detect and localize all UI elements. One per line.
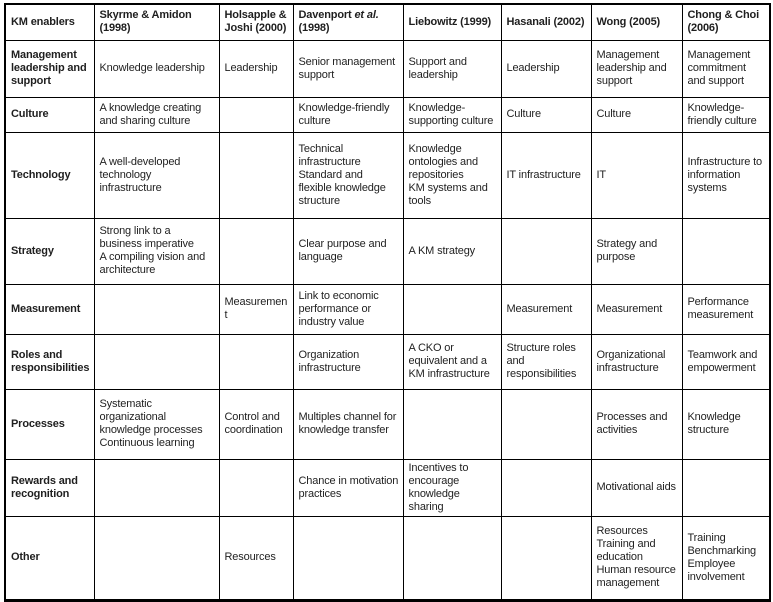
cell-item: Systematic organizational knowledge processes <box>99 398 203 436</box>
cell-item: Link to economic performance or industry value <box>298 289 379 328</box>
cell-item: Culture <box>596 108 631 120</box>
cell <box>501 459 591 516</box>
cell-item: A CKO or equivalent and a KM infrastructure <box>408 342 490 380</box>
cell-item: Standard and flexible knowledge structure <box>298 168 386 207</box>
cell-item: Senior management support <box>298 55 396 81</box>
cell <box>293 132 403 218</box>
cell <box>94 389 219 459</box>
column-header-text: (1998) <box>298 22 330 35</box>
header-row <box>5 4 770 40</box>
cell <box>682 284 770 334</box>
cell <box>403 516 501 600</box>
column-header <box>501 4 591 40</box>
cell <box>591 284 682 334</box>
cell <box>591 97 682 132</box>
cell-item: Resources <box>596 525 648 537</box>
row-header: Rewards and recognition <box>5 459 94 516</box>
cell <box>501 389 591 459</box>
cell <box>94 40 219 97</box>
row-header: Technology <box>5 132 94 218</box>
cell <box>94 284 219 334</box>
cell <box>591 40 682 97</box>
cell <box>682 97 770 132</box>
cell-item: Management commitment and support <box>687 49 751 87</box>
column-header-text: Liebowitz (1999) <box>408 15 492 28</box>
column-header <box>94 4 219 40</box>
cell-item: Knowledge ontologies and repositories <box>408 142 478 181</box>
column-header <box>219 4 293 40</box>
cell-item: Support and leadership <box>408 55 467 81</box>
cell-item: Measurement <box>596 302 663 315</box>
table-row <box>5 389 770 459</box>
cell-item: Control and coordination <box>224 411 283 436</box>
cell <box>501 132 591 218</box>
cell <box>219 459 293 516</box>
column-header-text: Chong & Choi (2006) <box>687 9 760 35</box>
cell <box>219 40 293 97</box>
column-header <box>5 4 94 40</box>
cell <box>403 334 501 389</box>
cell-item: Leadership <box>506 62 560 74</box>
cell <box>403 218 501 284</box>
cell-item: Benchmarking <box>687 544 757 557</box>
cell-item: A KM strategy <box>408 244 476 257</box>
row-header: Other <box>5 516 94 600</box>
cell-item: Structure roles and responsibilities <box>506 342 577 380</box>
cell <box>682 516 770 600</box>
column-header-text: Davenport <box>298 9 355 22</box>
row-header: Roles and responsibilities <box>5 334 94 389</box>
cell-item: Multiples channel for knowledge transfer <box>298 411 397 436</box>
cell <box>293 334 403 389</box>
row-header: Culture <box>5 97 94 132</box>
cell <box>682 40 770 97</box>
cell <box>94 459 219 516</box>
row-header: Management leadership and support <box>5 40 94 97</box>
cell <box>219 97 293 132</box>
column-header-text: et al. <box>354 9 379 22</box>
table-row <box>5 459 770 516</box>
cell <box>219 218 293 284</box>
cell-item: Organization infrastructure <box>298 348 361 374</box>
cell-item: Leadership <box>224 62 278 74</box>
cell <box>293 516 403 600</box>
column-header-text: Wong (2005) <box>596 15 661 28</box>
cell <box>293 40 403 97</box>
cell <box>682 218 770 284</box>
cell-item: KM systems and tools <box>408 181 488 207</box>
cell <box>591 334 682 389</box>
cell-item: Chance in motivation practices <box>298 474 399 500</box>
cell-item: Strong link to a business imperative <box>99 225 194 250</box>
column-header <box>293 4 403 40</box>
cell <box>94 97 219 132</box>
cell-item: Technical infrastructure <box>298 142 361 168</box>
cell-item: IT <box>596 168 606 181</box>
table-body <box>5 40 770 600</box>
column-header-text: KM enablers <box>11 15 75 28</box>
table-row <box>5 516 770 600</box>
cell <box>403 459 501 516</box>
cell-item: Motivational aids <box>596 481 676 493</box>
row-header: Processes <box>5 389 94 459</box>
cell <box>293 284 403 334</box>
cell <box>293 459 403 516</box>
cell-item: Knowledge structure <box>687 411 741 436</box>
table-row <box>5 40 770 97</box>
cell-item: Processes and activities <box>596 411 668 436</box>
cell-item: Knowledge-friendly culture <box>687 101 757 127</box>
cell-item: Employee involvement <box>687 557 745 583</box>
cell <box>591 132 682 218</box>
cell-item: Knowledge-supporting culture <box>408 101 494 127</box>
cell-item: Teamwork and empowerment <box>687 348 758 374</box>
table-row <box>5 334 770 389</box>
cell-item: Organizational infrastructure <box>596 348 666 374</box>
cell <box>403 40 501 97</box>
cell <box>94 132 219 218</box>
cell <box>501 218 591 284</box>
cell <box>219 284 293 334</box>
column-header <box>682 4 770 40</box>
cell <box>501 40 591 97</box>
cell <box>94 334 219 389</box>
cell <box>682 334 770 389</box>
cell-item: Incentives to encourage knowledge sharing <box>408 461 469 513</box>
cell <box>94 218 219 284</box>
column-header-text: Skyrme & Amidon (1998) <box>99 9 192 35</box>
cell <box>591 218 682 284</box>
table-row <box>5 284 770 334</box>
column-header-text: Holsapple & Joshi (2000) <box>224 9 287 35</box>
cell-item: Strategy and purpose <box>596 238 658 263</box>
cell-item: Culture <box>506 108 541 120</box>
cell-item: Measurement <box>506 302 573 315</box>
cell <box>501 284 591 334</box>
cell <box>293 389 403 459</box>
cell <box>403 284 501 334</box>
column-header-text: Hasanali (2002) <box>506 15 585 28</box>
cell <box>219 132 293 218</box>
cell-item: Training and education <box>596 538 656 563</box>
cell <box>591 459 682 516</box>
cell-item: A compiling vision and architecture <box>99 251 206 276</box>
km-enablers-table <box>4 3 771 602</box>
cell <box>501 97 591 132</box>
column-header <box>403 4 501 40</box>
cell <box>591 389 682 459</box>
cell <box>682 132 770 218</box>
cell <box>403 389 501 459</box>
cell-item: Resources <box>224 551 276 563</box>
cell <box>501 516 591 600</box>
cell-item: Performance measurement <box>687 296 754 321</box>
cell <box>293 218 403 284</box>
cell <box>682 459 770 516</box>
cell-item: Management leadership and support <box>596 49 667 87</box>
cell <box>403 132 501 218</box>
cell <box>501 334 591 389</box>
cell-item: Infrastructure to information systems <box>687 155 762 194</box>
cell <box>219 389 293 459</box>
cell-item: Clear purpose and language <box>298 238 387 263</box>
row-header: Measurement <box>5 284 94 334</box>
cell <box>94 516 219 600</box>
cell <box>682 389 770 459</box>
cell-item: Training <box>687 531 726 544</box>
column-header <box>591 4 682 40</box>
cell <box>219 334 293 389</box>
row-header: Strategy <box>5 218 94 284</box>
cell <box>293 97 403 132</box>
cell-item: A knowledge creating and sharing culture <box>99 101 202 127</box>
cell-item: A well-developed technology infrastructure <box>99 155 181 194</box>
table-row <box>5 132 770 218</box>
cell <box>591 516 682 600</box>
cell-item: Measurement <box>224 296 288 321</box>
cell-item: Knowledge leadership <box>99 62 205 74</box>
cell-item: Knowledge-friendly culture <box>298 101 390 127</box>
table-row <box>5 97 770 132</box>
cell-item: IT infrastructure <box>506 168 581 181</box>
cell <box>219 516 293 600</box>
cell-item: Continuous learning <box>99 437 195 449</box>
cell <box>403 97 501 132</box>
cell-item: Human resource management <box>596 564 676 589</box>
table-row <box>5 218 770 284</box>
